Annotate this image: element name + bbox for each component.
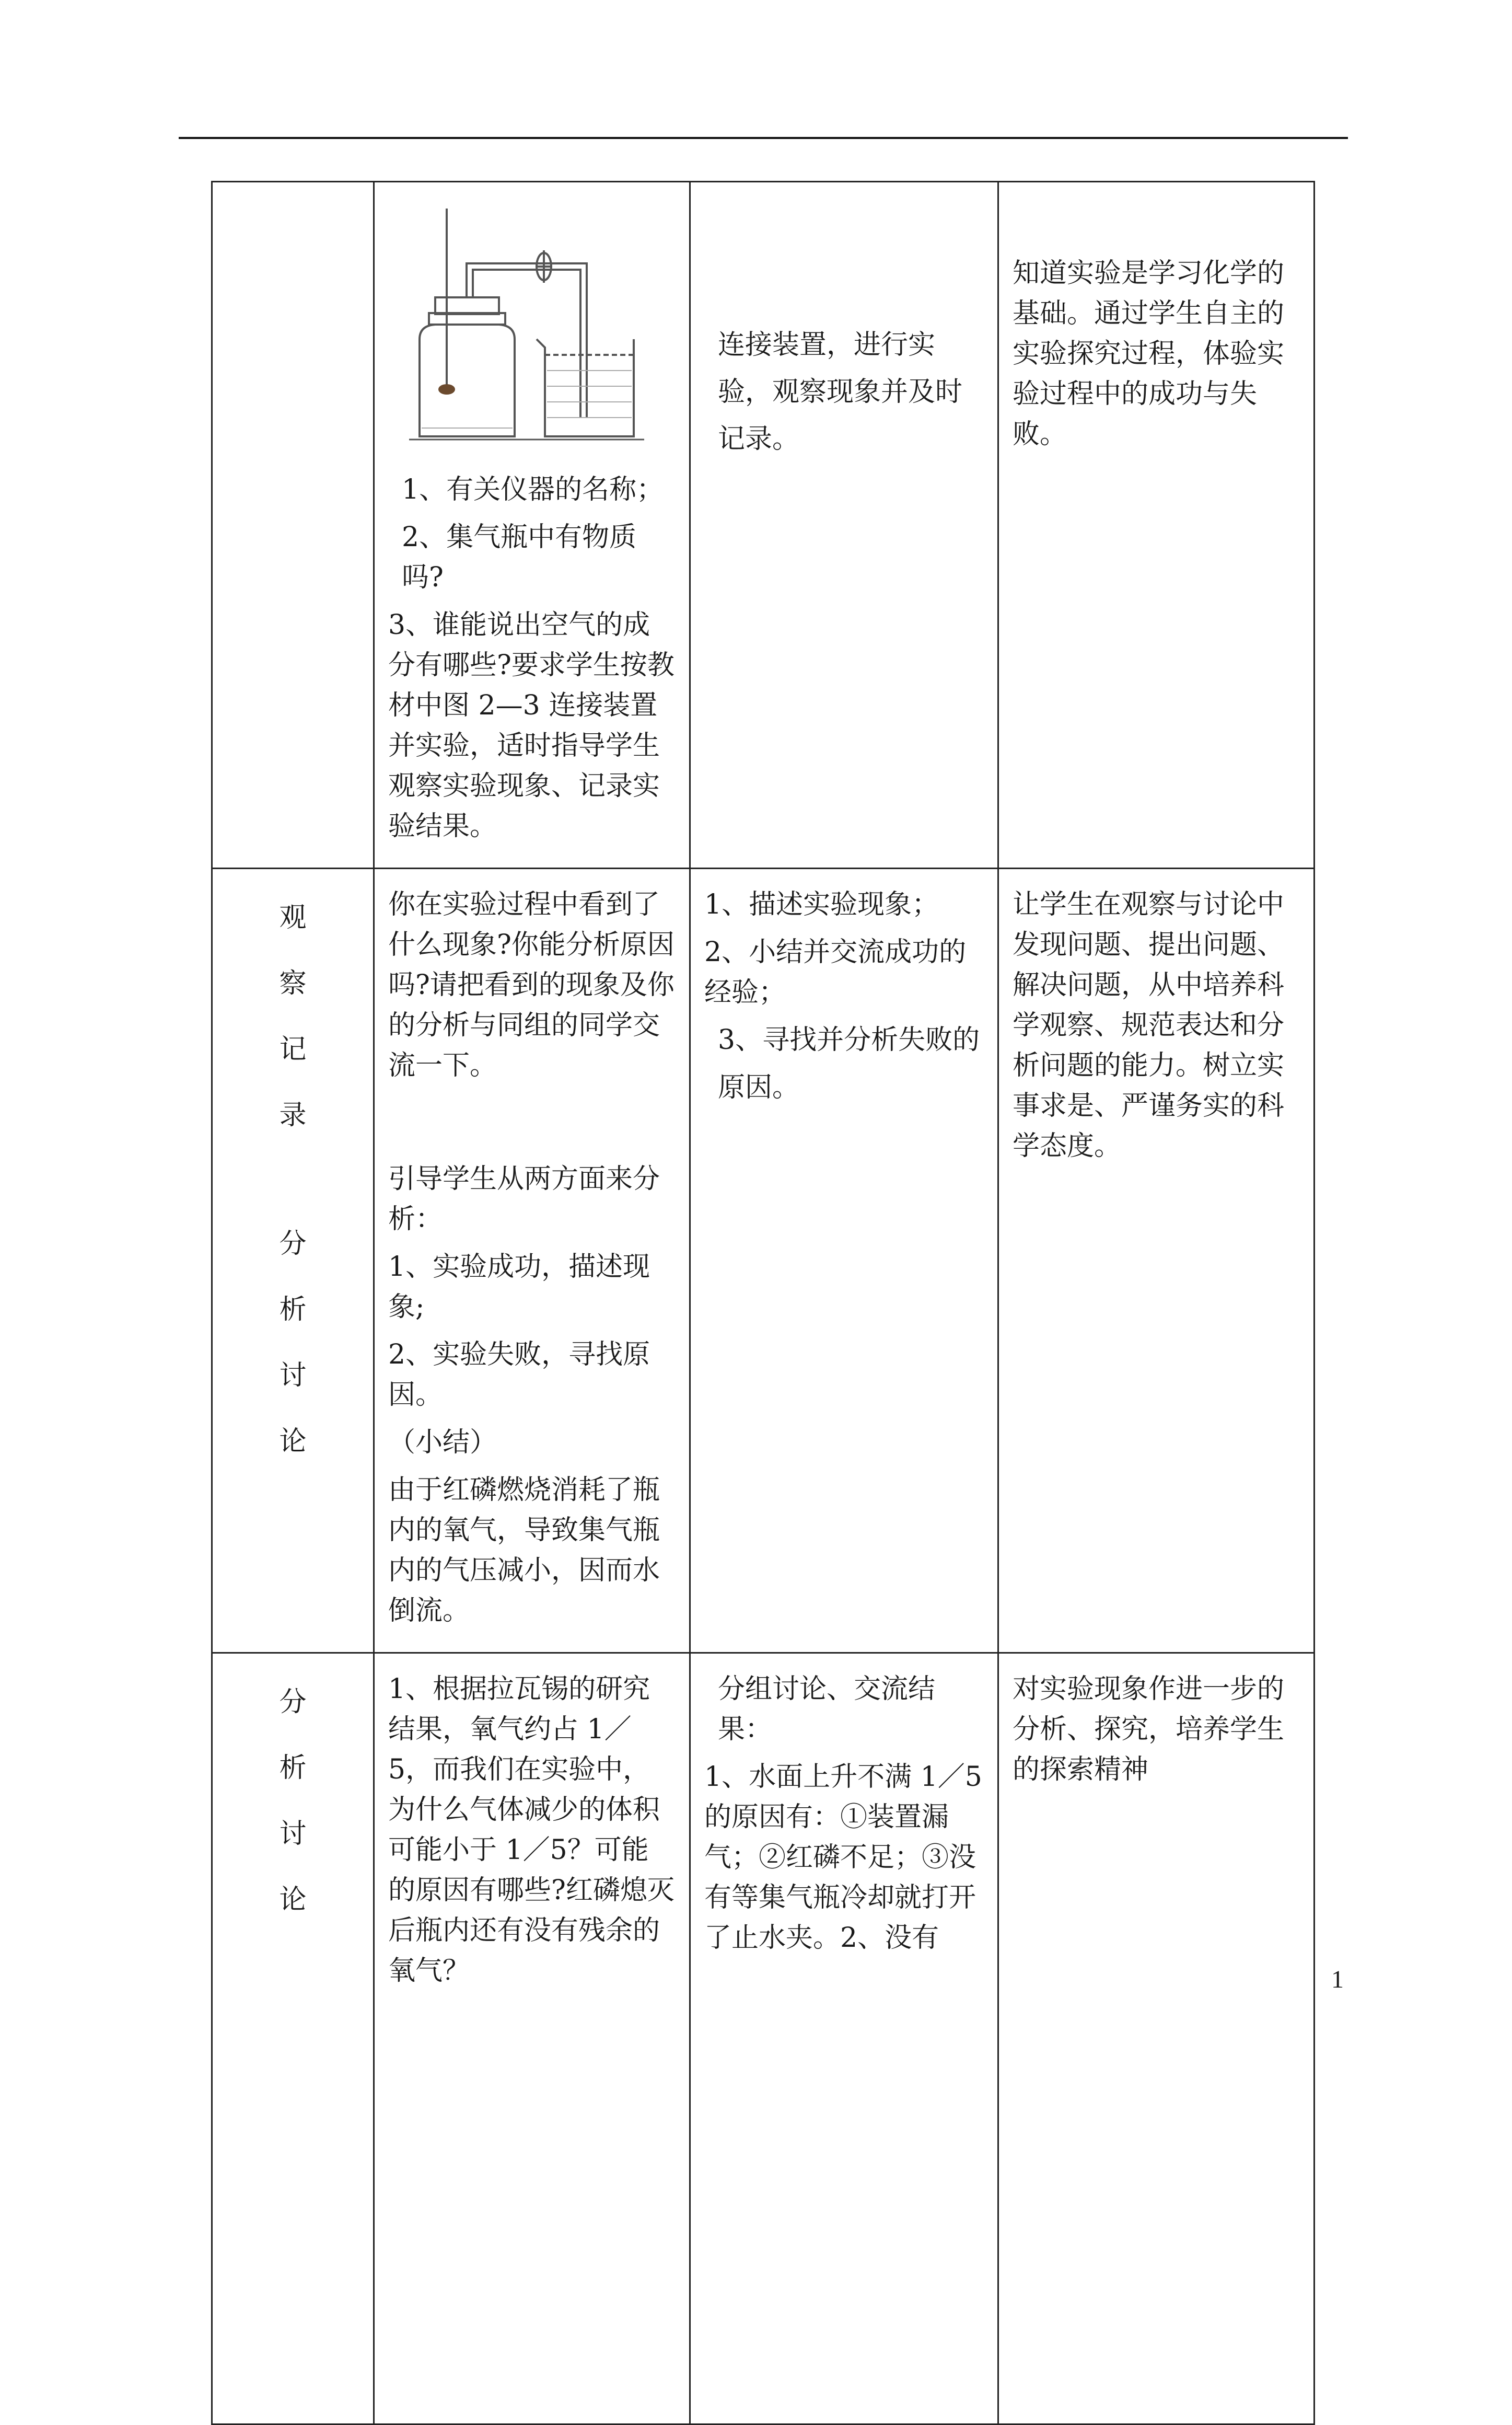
- student-activity-cell: [690, 182, 998, 869]
- lesson-plan-table: [211, 181, 1315, 2425]
- stage-char: 分: [279, 1687, 307, 1718]
- stage-char: 录: [279, 1100, 307, 1131]
- student-activity-cell: [690, 869, 998, 1653]
- teacher-point-2: 2、实验失败，寻找原因。: [388, 1339, 650, 1411]
- teacher-activity-cell: [374, 869, 690, 1653]
- stage-char: 论: [279, 1426, 307, 1457]
- stage-cell: [212, 182, 374, 869]
- student-activity: 连接装置，进行实验，观察现象并及时记录。: [718, 329, 963, 455]
- student-step-1: 1、描述实验现象；: [704, 889, 939, 920]
- design-intent: 知道实验是学习化学的基础。通过学生自主的实验探究过程，体验实验过程中的成功与失败。: [1013, 258, 1285, 450]
- teacher-summary: 由于红磷燃烧消耗了瓶内的氧气，导致集气瓶内的气压减小，因而水倒流。: [388, 1474, 660, 1626]
- stage-char: 析: [279, 1294, 307, 1325]
- student-step-2: 2、小结并交流成功的经验；: [704, 937, 967, 1008]
- teacher-guide: 引导学生从两方面来分析：: [388, 1163, 660, 1235]
- stage-char: 论: [279, 1884, 307, 1915]
- teacher-step-3: 3、谁能说出空气的成分有哪些?要求学生按教材中图 2—3 连接装置并实验，适时指导学生观察实验现象、记录实验结果。: [388, 609, 674, 842]
- teacher-activity-cell: [374, 1653, 690, 2424]
- stage-cell: [212, 1653, 374, 2424]
- teacher-point-1: 1、实验成功，描述现象;: [388, 1251, 650, 1323]
- student-step-3: 3、寻找并分析失败的: [718, 1024, 980, 1056]
- table-row: [212, 182, 1315, 869]
- student-activity-cell: [690, 1653, 998, 2424]
- stage-char: 观: [279, 902, 307, 933]
- experiment-apparatus-figure: [388, 198, 649, 444]
- stage-char: 察: [279, 968, 307, 999]
- teacher-activity-cell: [374, 182, 690, 869]
- stage-char: 讨: [279, 1818, 307, 1850]
- stage-char: 分: [279, 1228, 307, 1260]
- table-row: [212, 1653, 1315, 2424]
- student-discussion: 1、水面上升不满 1／5 的原因有：①装置漏气；②红磷不足；③没有等集气瓶冷却就打开了止水夹。2、没有: [704, 1761, 982, 1954]
- design-intent-cell: [998, 869, 1315, 1653]
- stage-cell: [212, 869, 374, 1653]
- page-number: 1: [1331, 1966, 1344, 1993]
- teacher-question: 1、根据拉瓦锡的研究结果，氧气约占 1／5，而我们在实验中，为什么气体减少的体积可能小于 1／5？可能的原因有哪些?红磷熄灭后瓶内还有没有残余的氧气？: [388, 1673, 674, 1987]
- stage-char: 析: [279, 1752, 307, 1784]
- design-intent: 让学生在观察与讨论中发现问题、提出问题、解决问题，从中培养科学观察、规范表达和分析问题的能力。树立实事求是、严谨务实的科学态度。: [1013, 889, 1285, 1162]
- stage-char: 记: [279, 1034, 307, 1065]
- design-intent-cell: [998, 1653, 1315, 2424]
- student-discussion-label: 分组讨论、交流结果：: [718, 1673, 936, 1745]
- student-step-3-cont: 原因。: [718, 1072, 800, 1103]
- teacher-question: 你在实验过程中看到了什么现象?你能分析原因吗?请把看到的现象及你的分析与同组的同学交流一下。: [388, 889, 674, 1081]
- design-intent: 对实验现象作进一步的分析、探究，培养学生的探索精神: [1013, 1673, 1285, 1785]
- stage-char: 讨: [279, 1360, 307, 1391]
- teacher-step-1: 1、有关仪器的名称；: [402, 474, 664, 505]
- teacher-step-2: 2、集气瓶中有物质吗?: [402, 522, 637, 593]
- design-intent-cell: [998, 182, 1315, 869]
- table-row: [212, 869, 1315, 1653]
- teacher-summary-label: （小结）: [388, 1427, 497, 1458]
- header-rule: [179, 137, 1348, 139]
